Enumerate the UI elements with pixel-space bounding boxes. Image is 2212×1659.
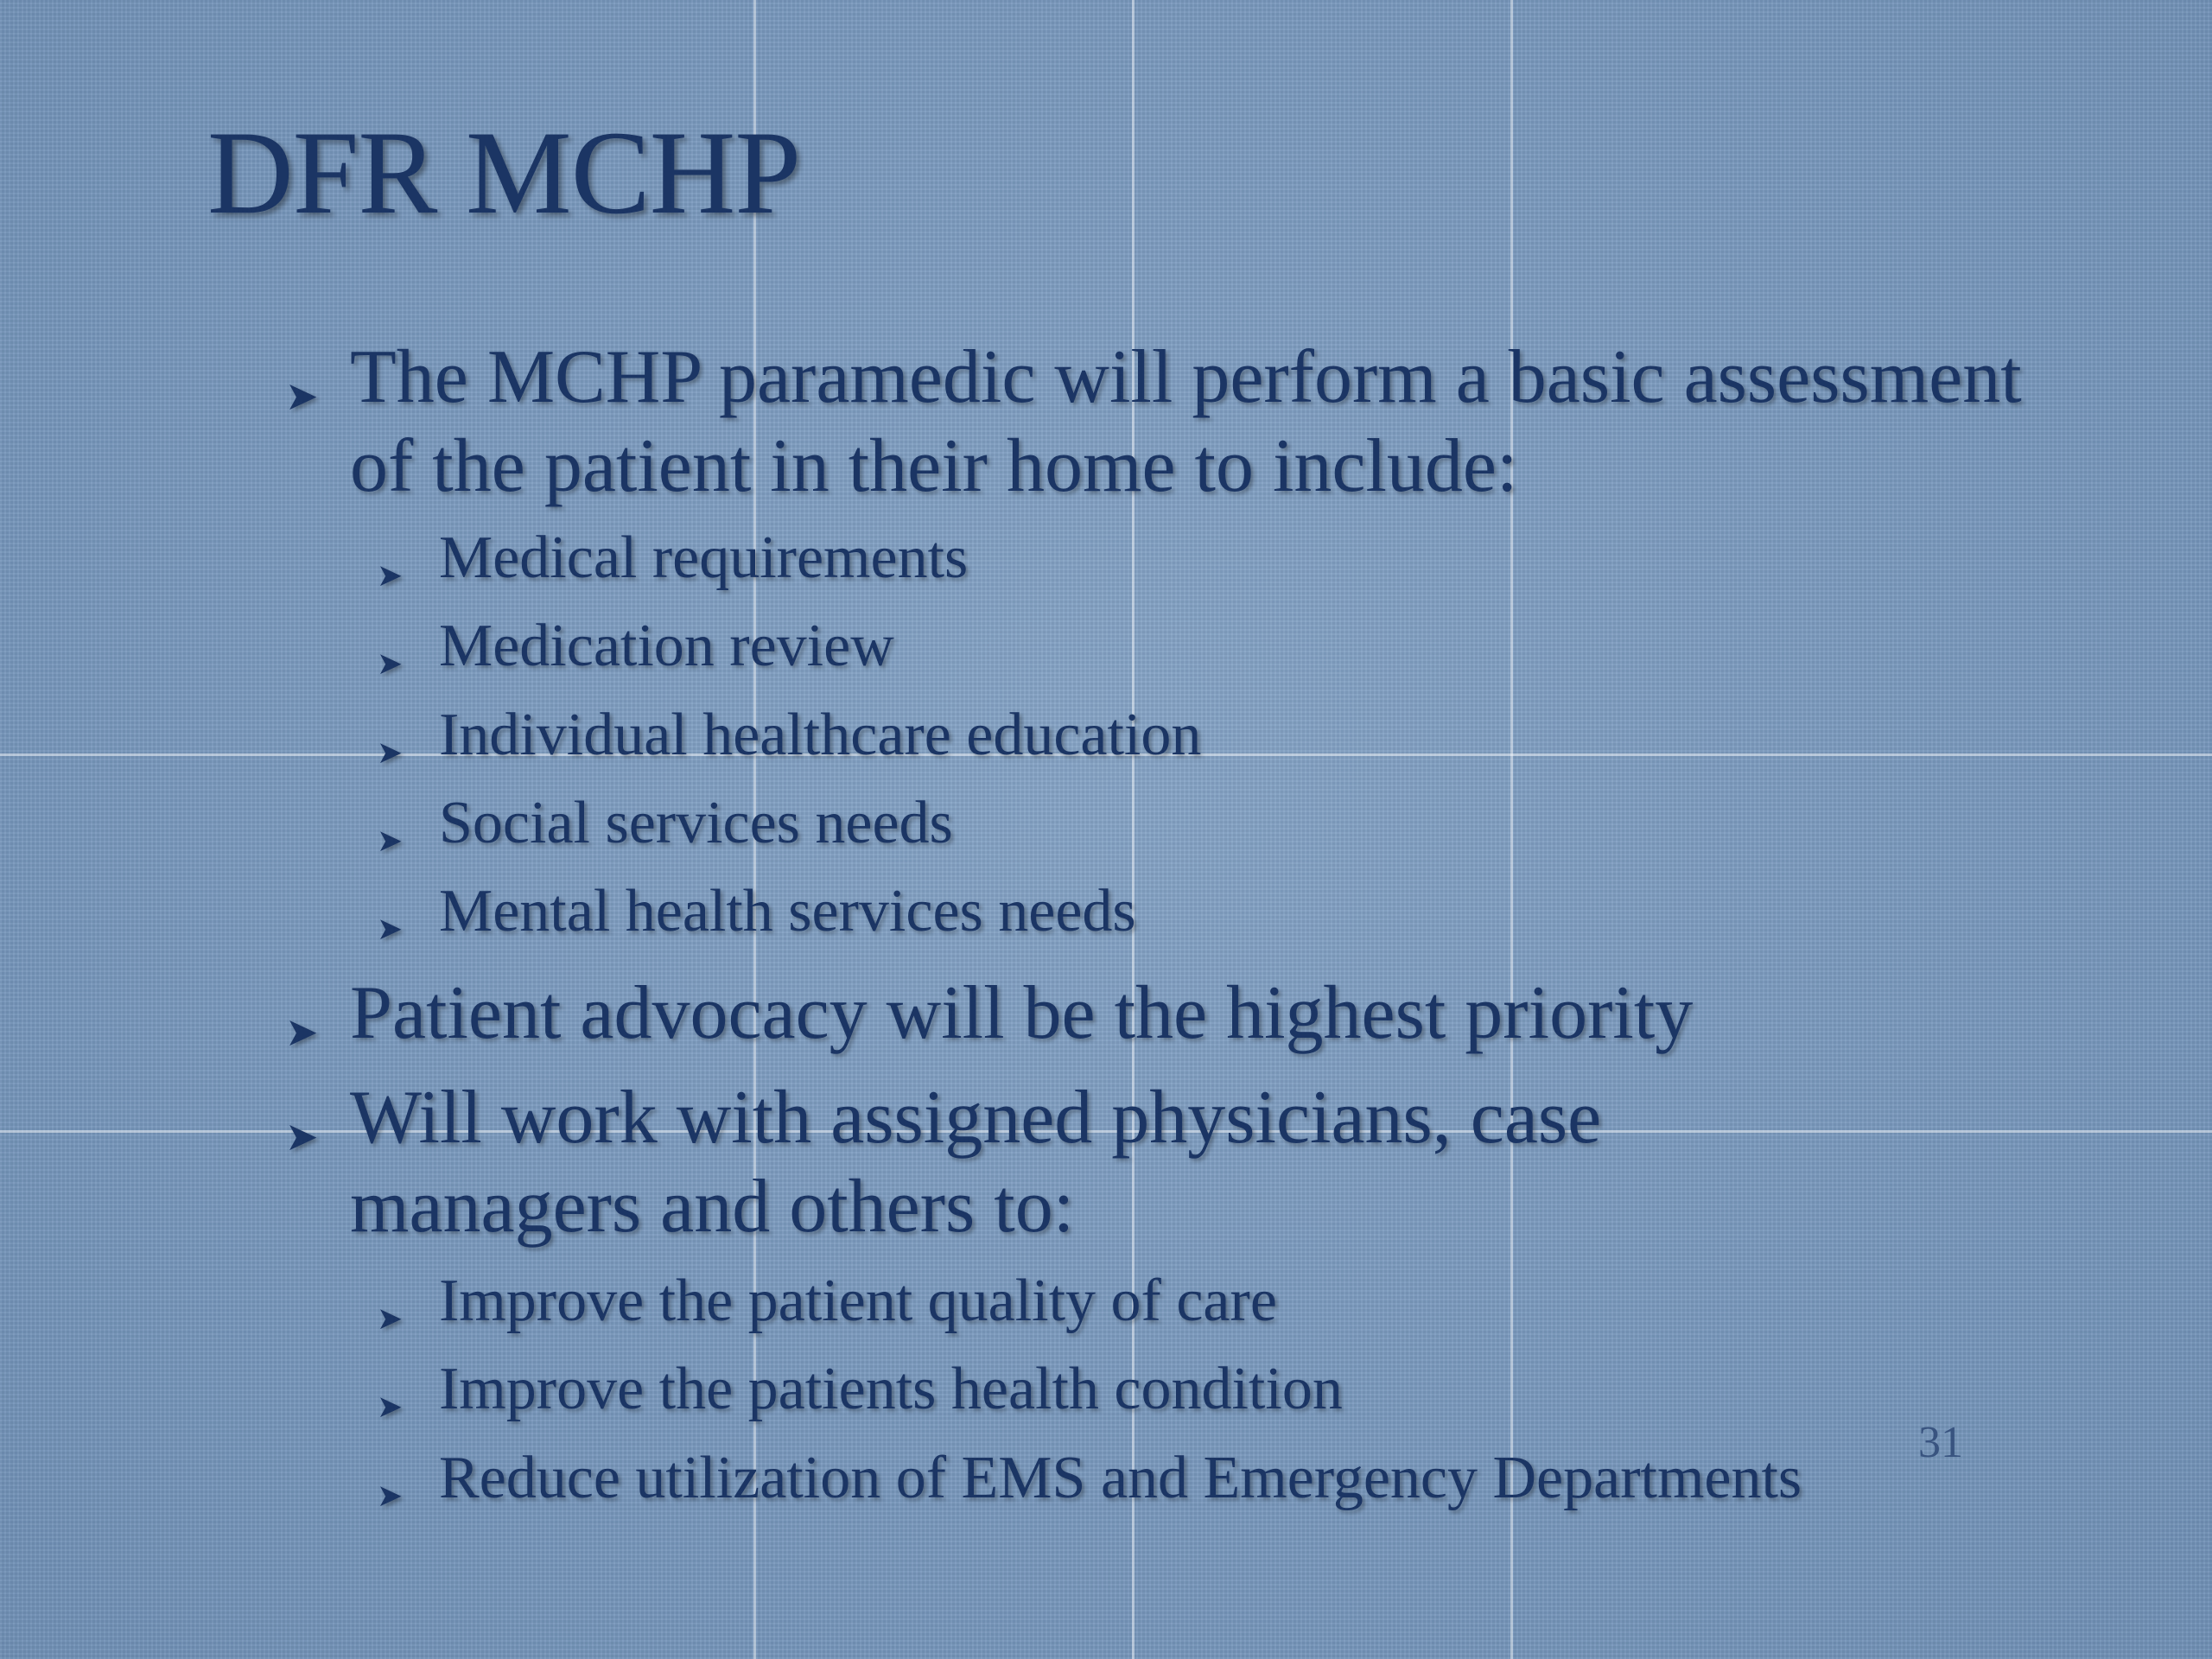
sub-bullet-text: Reduce utilization of EMS and Emergency Departments — [439, 1445, 1802, 1511]
bullet-item — [285, 1073, 1819, 1251]
arrowhead-bullet-icon: ➤ — [377, 558, 404, 593]
sub-bullet-text: Medication review — [439, 613, 894, 679]
sub-bullet-item — [377, 874, 2081, 949]
sub-bullet-text: Improve the patients health condition — [439, 1356, 1343, 1422]
arrowhead-bullet-icon: ➤ — [377, 1478, 404, 1513]
bullet-text: The MCHP paramedic will perform a basic assessment of the patient in their home to include: — [350, 335, 2022, 508]
sub-bullet-text: Mental health services needs — [439, 878, 1136, 944]
arrowhead-bullet-icon: ➤ — [285, 374, 319, 418]
sub-bullet-item — [377, 1264, 2081, 1338]
arrowhead-bullet-icon: ➤ — [377, 735, 404, 770]
arrowhead-bullet-icon: ➤ — [377, 646, 404, 681]
sub-bullet-item — [377, 1441, 2081, 1516]
sub-bullet-item — [377, 609, 2081, 683]
sub-bullet-item — [377, 786, 2081, 861]
arrowhead-bullet-icon: ➤ — [377, 912, 404, 946]
sub-bullet-text: Improve the patient quality of care — [439, 1268, 1277, 1334]
arrowhead-bullet-icon: ➤ — [285, 1010, 319, 1054]
arrowhead-bullet-icon: ➤ — [377, 823, 404, 858]
arrowhead-bullet-icon: ➤ — [377, 1389, 404, 1424]
slide-title: DFR MCHP — [207, 106, 801, 238]
page-number: 31 — [1918, 1418, 1963, 1467]
bullet-text: Patient advocacy will be the highest priority — [350, 971, 1694, 1055]
sub-bullet-text: Individual healthcare education — [439, 702, 1202, 768]
sub-bullet-text: Medical requirements — [439, 524, 969, 591]
sub-bullet-item — [377, 1352, 2081, 1427]
bullet-text: Will work with assigned physicians, case managers and others to: — [350, 1076, 1602, 1249]
sub-bullet-item — [377, 698, 2081, 772]
bullet-item — [285, 969, 2078, 1058]
bullet-item — [285, 333, 2078, 511]
arrowhead-bullet-icon: ➤ — [285, 1115, 319, 1159]
arrowhead-bullet-icon: ➤ — [377, 1301, 404, 1336]
sub-bullet-item — [377, 521, 2081, 595]
sub-bullet-text: Social services needs — [439, 790, 953, 856]
